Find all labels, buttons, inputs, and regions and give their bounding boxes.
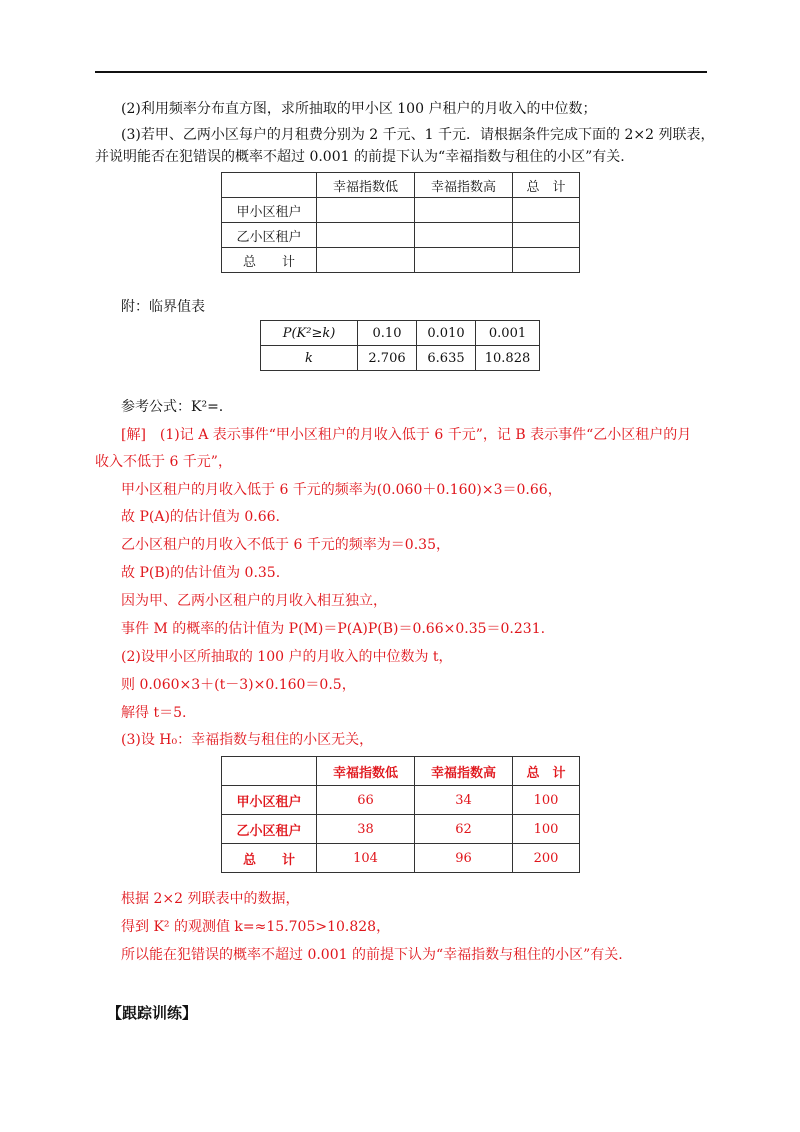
table-cell: 幸福指数高	[415, 757, 513, 786]
tracking-training-heading: 【跟踪训练】	[107, 1004, 198, 1022]
conclusion-line: 所以能在犯错误的概率不超过 0.001 的前提下认为“幸福指数与租住的小区”有关.	[121, 947, 623, 963]
table-cell: 总 计	[513, 173, 580, 198]
table-cell	[513, 248, 580, 273]
table-cell: 200	[513, 844, 580, 873]
table-cell: 总 计	[513, 757, 580, 786]
appendix-label: 附：临界值表	[121, 299, 205, 315]
solution-line: 故 P(A)的估计值为 0.66.	[121, 509, 280, 525]
solution-line: 故 P(B)的估计值为 0.35.	[121, 565, 281, 581]
table-row	[261, 346, 540, 371]
question-2: (2)利用频率分布直方图，求所抽取的甲小区 100 户租户的月收入的中位数；	[121, 101, 597, 117]
table-cell: 96	[415, 844, 513, 873]
conclusion-line: 得到 K² 的观测值 k=≈15.705>10.828，	[121, 919, 391, 935]
solution-line: 乙小区租户的月收入不低于 6 千元的频率为＝0.35，	[121, 537, 450, 553]
table-cell: 乙小区租户	[222, 815, 317, 844]
table-row	[222, 815, 580, 844]
table-row	[261, 321, 540, 346]
table-cell: 62	[415, 815, 513, 844]
table-cell: 2.706	[358, 346, 417, 371]
solution-line: 因为甲、乙两小区租户的月收入相互独立，	[121, 593, 387, 609]
question-3-line1: (3)若甲、乙两小区每户的月租费分别为 2 千元、1 千元．请根据条件完成下面的 2×2 列联表，	[121, 127, 715, 143]
critical-value-table	[260, 320, 540, 371]
header-rule	[95, 71, 707, 73]
solution-line: 甲小区租户的月收入低于 6 千元的频率为(0.060＋0.160)×3＝0.66，	[121, 482, 562, 498]
table-row	[222, 844, 580, 873]
formula-label: 参考公式：K²=.	[121, 399, 224, 415]
solution-line: 则 0.060×3＋(t－3)×0.160＝0.5，	[121, 677, 356, 693]
table-row	[222, 198, 580, 223]
question-3-line2: 并说明能否在犯错误的概率不超过 0.001 的前提下认为“幸福指数与租住的小区”有关.	[95, 149, 625, 165]
table-cell: 34	[415, 786, 513, 815]
table-cell: 66	[317, 786, 415, 815]
table-cell	[415, 198, 513, 223]
table-cell: 乙小区租户	[222, 223, 317, 248]
table-cell: 0.001	[476, 321, 540, 346]
table-cell	[317, 248, 415, 273]
table-cell: 幸福指数低	[317, 757, 415, 786]
table-cell: 幸福指数高	[415, 173, 513, 198]
table-cell: k	[261, 346, 358, 371]
table-cell	[513, 223, 580, 248]
table-header-row	[222, 173, 580, 198]
table-cell: 0.10	[358, 321, 417, 346]
table-cell: 0.010	[417, 321, 476, 346]
table-header-row	[222, 757, 580, 786]
table-cell: 幸福指数低	[317, 173, 415, 198]
table-cell	[222, 757, 317, 786]
table-row	[222, 786, 580, 815]
table-cell: 104	[317, 844, 415, 873]
table-cell: 6.635	[417, 346, 476, 371]
table-cell	[415, 223, 513, 248]
answer-contingency-table	[221, 756, 580, 873]
solution-line: (2)设甲小区所抽取的 100 户的月收入的中位数为 t，	[121, 649, 453, 665]
table-cell: 10.828	[476, 346, 540, 371]
table-cell	[415, 248, 513, 273]
table-row	[222, 248, 580, 273]
solution-line: 解得 t＝5.	[121, 705, 187, 721]
table-cell: 38	[317, 815, 415, 844]
table-cell	[317, 223, 415, 248]
blank-contingency-table	[221, 172, 580, 273]
table-cell	[513, 198, 580, 223]
table-cell: 100	[513, 815, 580, 844]
solution-line: 事件 M 的概率的估计值为 P(M)＝P(A)P(B)＝0.66×0.35＝0.231.	[121, 621, 546, 637]
table-cell: P(K²≥k)	[261, 321, 358, 346]
conclusion-line: 根据 2×2 列联表中的数据，	[121, 891, 300, 907]
table-cell: 甲小区租户	[222, 198, 317, 223]
table-row	[222, 223, 580, 248]
solution-line: [解] (1)记 A 表示事件“甲小区租户的月收入低于 6 千元”，记 B 表示事件“乙小区租户的月	[121, 427, 692, 443]
table-cell: 总 计	[222, 248, 317, 273]
table-cell: 甲小区租户	[222, 786, 317, 815]
solution-line: 收入不低于 6 千元”，	[95, 454, 232, 470]
table-cell: 总 计	[222, 844, 317, 873]
solution-line: (3)设 H₀：幸福指数与租住的小区无关，	[121, 732, 374, 748]
table-cell: 100	[513, 786, 580, 815]
table-cell	[317, 198, 415, 223]
table-cell	[222, 173, 317, 198]
